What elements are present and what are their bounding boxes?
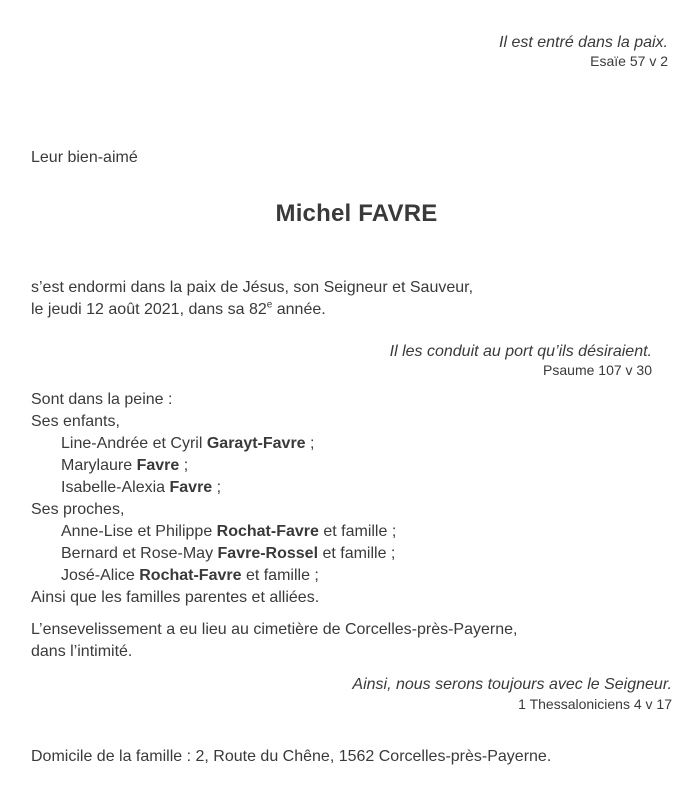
epigraph-top [31,33,668,70]
mourner-surname: Favre [136,457,180,474]
epigraph-top-reference: Esaïe 57 v 2 [590,53,668,69]
mourner-suffix: et famille ; [241,567,319,584]
deceased-name: Michel FAVRE [275,200,438,227]
mourner-suffix: ; [305,435,315,452]
mourner-surname: Favre [169,479,213,496]
salutation: Leur bien-aimé [31,149,138,166]
announcement-age-end: année. [272,301,326,318]
mourners-closing: Ainsi que les familles parentes et alliées. [31,589,320,606]
mourner-suffix: ; [179,457,189,474]
death-announcement [31,277,698,321]
mourner-suffix: ; [212,479,222,496]
epigraph-bottom [31,675,672,713]
mourner-given-names: Isabelle-Alexia [61,479,170,496]
mourner-given-names: Bernard et Rose-May [61,545,218,562]
mourner-row-relative-3 [31,565,698,587]
epigraph-middle [31,342,652,379]
mourners-section [31,389,698,609]
epigraph-middle-quote: Il les conduit au port qu’ils désiraient. [389,343,652,360]
mourner-row-child-1 [31,433,698,455]
mourner-given-names: Marylaure [61,457,137,474]
mourner-row-child-3 [31,477,698,499]
announcement-date: le jeudi 12 août 2021, dans sa 82 [31,301,267,318]
burial-line-2: dans l’intimité. [31,643,133,660]
age-ordinal-superscript: e [266,299,273,311]
mourner-surname: Favre-Rossel [217,545,319,562]
mourner-row-relative-1 [31,521,698,543]
epigraph-top-quote: Il est entré dans la paix. [499,34,668,51]
relatives-label: Ses proches, [31,501,125,518]
epigraph-bottom-reference: 1 Thessaloniciens 4 v 17 [518,696,672,712]
mourner-row-child-2 [31,455,698,477]
mourner-given-names: José-Alice [61,567,140,584]
epigraph-middle-reference: Psaume 107 v 30 [543,362,652,378]
mourner-given-names: Anne-Lise et Philippe [61,523,217,540]
children-label: Ses enfants, [31,413,120,430]
mourners-heading: Sont dans la peine : [31,391,173,408]
burial-notice [31,619,698,663]
epigraph-bottom-quote: Ainsi, nous serons toujours avec le Seigneur. [352,676,672,693]
mourner-given-names: Line-Andrée et Cyril [61,435,207,452]
burial-line-1: L’ensevelissement a eu lieu au cimetière de Corcelles-près-Payerne, [31,621,518,638]
family-residence: Domicile de la famille : 2, Route du Chêne, 1562 Corcelles-près-Payerne. [31,748,552,765]
mourner-suffix: et famille ; [318,523,397,540]
mourner-surname: Garayt-Favre [206,435,306,452]
mourner-surname: Rochat-Favre [139,567,242,584]
mourner-surname: Rochat-Favre [216,523,319,540]
mourner-suffix: et famille ; [318,545,396,562]
announcement-line-2 [31,299,698,321]
announcement-line-1: s’est endormi dans la paix de Jésus, son Seigneur et Sauveur, [31,279,474,296]
mourner-row-relative-2 [31,543,698,565]
